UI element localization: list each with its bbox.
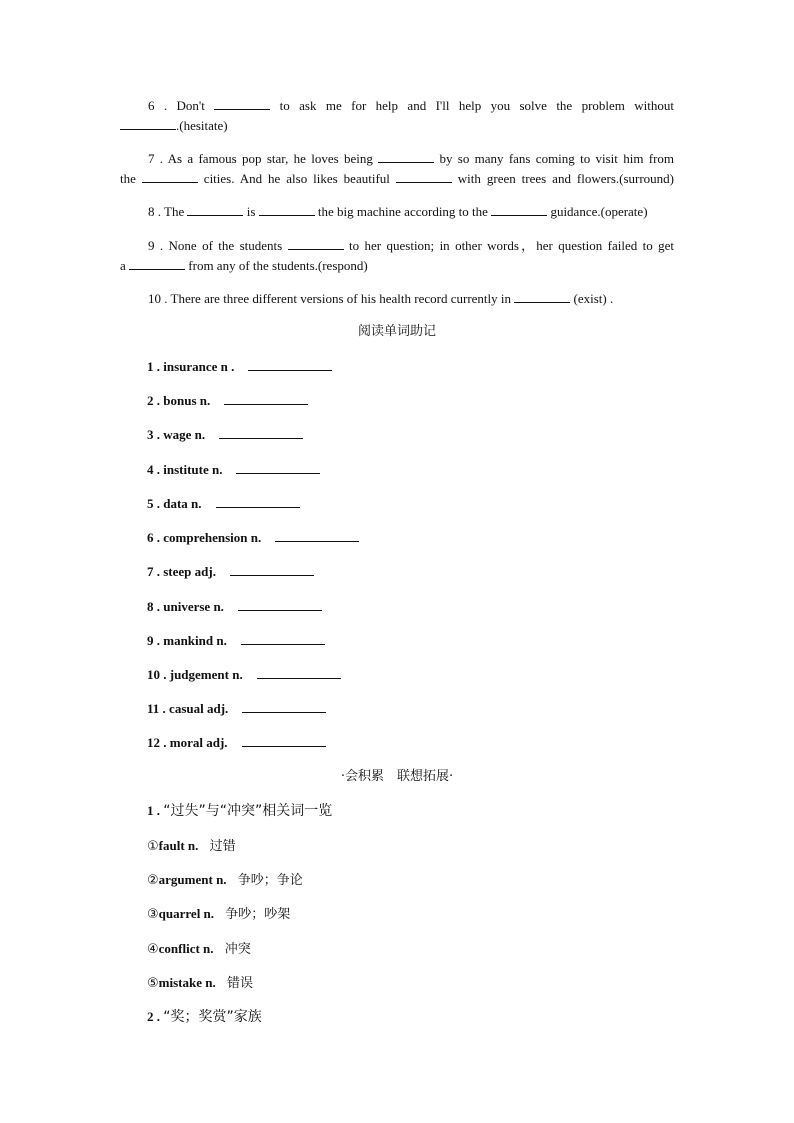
answer-blank[interactable]	[230, 562, 314, 576]
entry-word: fault n.	[158, 838, 199, 853]
q9-text-d: from any of the students.(respond)	[188, 258, 368, 273]
vocab-number: 10 .	[147, 667, 167, 682]
q6-text-c: .(hesitate)	[176, 118, 228, 133]
vocab-word: bonus n.	[163, 393, 211, 408]
group-1-heading	[147, 801, 332, 821]
vocab-item	[147, 357, 332, 377]
vocab-item	[147, 699, 326, 719]
q8-text-a: 8 . The	[148, 204, 185, 219]
vocab-word: mankind n.	[163, 633, 227, 648]
q9-text-b: to her question; in other words，her question failed to get	[349, 238, 675, 253]
answer-blank[interactable]	[491, 202, 547, 216]
vocab-item	[147, 597, 322, 617]
entry-word: quarrel n.	[158, 906, 215, 921]
vocab-word: data n.	[163, 496, 202, 511]
vocab-number: 2 .	[147, 393, 160, 408]
exercise-8-line-1	[120, 202, 674, 222]
q7-text-d: cities. And he also likes beautiful	[203, 171, 390, 186]
vocab-item	[147, 528, 359, 548]
answer-blank[interactable]	[288, 236, 344, 250]
vocab-item	[147, 425, 303, 445]
answer-blank[interactable]	[514, 289, 570, 303]
vocab-number: 12 .	[147, 735, 167, 750]
answer-blank[interactable]	[257, 665, 341, 679]
q10-text-a: 10 . There are three different versions of his health record currently in	[148, 291, 512, 306]
answer-blank[interactable]	[241, 631, 325, 645]
word-entry	[147, 836, 236, 857]
answer-blank[interactable]	[129, 256, 185, 270]
vocab-word: moral adj.	[169, 735, 228, 750]
exercise-7-line-1	[120, 149, 674, 169]
answer-blank[interactable]	[120, 116, 176, 130]
circled-number: ③	[147, 907, 159, 922]
vocab-number: 11 .	[147, 701, 166, 716]
entry-word: argument n.	[158, 872, 227, 887]
entry-meaning: 冲突	[224, 942, 251, 957]
vocab-item	[147, 460, 320, 480]
answer-blank[interactable]	[275, 528, 359, 542]
q7-text-b: by so many fans coming to visit him from	[439, 151, 675, 166]
exercise-6-line-1	[120, 96, 674, 116]
answer-blank[interactable]	[378, 149, 434, 163]
word-entry	[147, 973, 253, 994]
vocab-word: steep adj.	[163, 564, 216, 579]
q7-text-e: with green trees and flowers.(surround)	[457, 171, 675, 186]
entry-meaning: 争吵；吵架	[225, 907, 291, 922]
vocab-number: 1 .	[147, 359, 160, 374]
entry-word: conflict n.	[158, 941, 214, 956]
exercise-7-line-2	[120, 169, 674, 189]
vocab-word: wage n.	[163, 427, 206, 442]
section-title: ·会积累 联想拓展·	[340, 769, 454, 784]
exercise-6-line-2	[120, 116, 674, 136]
vocab-item	[147, 562, 314, 582]
exercise-10-line-1	[120, 289, 674, 309]
group-number: 1 .	[147, 803, 160, 818]
word-entry	[147, 904, 290, 925]
vocab-word: judgement n.	[169, 667, 243, 682]
answer-blank[interactable]	[187, 202, 243, 216]
answer-blank[interactable]	[242, 699, 326, 713]
group-title: “奖；奖赏”家族	[163, 1009, 262, 1025]
answer-blank[interactable]	[248, 357, 332, 371]
circled-number: ⑤	[147, 976, 159, 991]
word-entry	[147, 939, 251, 960]
vocab-number: 6 .	[147, 530, 160, 545]
vocab-item	[147, 733, 326, 753]
vocab-number: 7 .	[147, 564, 160, 579]
vocab-word: institute n.	[163, 462, 223, 477]
vocab-number: 8 .	[147, 599, 160, 614]
answer-blank[interactable]	[219, 425, 303, 439]
vocab-word: universe n.	[163, 599, 224, 614]
q8-text-c: the big machine according to the	[317, 204, 488, 219]
answer-blank[interactable]	[216, 494, 300, 508]
answer-blank[interactable]	[238, 597, 322, 611]
word-entry	[147, 870, 303, 891]
entry-meaning: 过错	[209, 839, 236, 854]
q10-text-b: (exist) .	[573, 291, 614, 306]
vocab-number: 9 .	[147, 633, 160, 648]
vocab-word: insurance n .	[163, 359, 235, 374]
circled-number: ①	[147, 839, 159, 854]
vocab-number: 5 .	[147, 496, 160, 511]
exercise-9-line-1	[120, 236, 674, 256]
q7-text-a: 7 . As a famous pop star, he loves being	[148, 151, 373, 166]
q9-text-c: a	[120, 258, 126, 273]
vocab-item	[147, 391, 308, 411]
q6-text-b: to ask me for help and I'll help you solve the problem without	[279, 98, 675, 113]
reading-section-title: 阅读单词助记	[357, 324, 436, 339]
entry-word: mistake n.	[158, 975, 216, 990]
vocab-number: 4 .	[147, 462, 160, 477]
vocab-item	[147, 631, 325, 651]
vocab-item	[147, 494, 300, 514]
vocab-word: casual adj.	[169, 701, 229, 716]
circled-number: ②	[147, 873, 159, 888]
answer-blank[interactable]	[396, 169, 452, 183]
group-number: 2 .	[147, 1009, 160, 1024]
vocab-word: comprehension n.	[163, 530, 262, 545]
q7-text-c: the	[120, 171, 136, 186]
vocab-number: 3 .	[147, 427, 160, 442]
exercise-9-line-2	[120, 256, 674, 276]
entry-meaning: 错误	[226, 976, 253, 991]
group-2-heading	[147, 1007, 262, 1027]
entry-meaning: 争吵；争论	[237, 873, 303, 888]
answer-blank[interactable]	[214, 96, 270, 110]
q9-text-a: 9 . None of the students	[148, 238, 283, 253]
answer-blank[interactable]	[142, 169, 198, 183]
q8-text-b: is	[246, 204, 256, 219]
answer-blank[interactable]	[259, 202, 315, 216]
group-title: “过失”与“冲突”相关词一览	[163, 803, 333, 819]
q6-text-a: 6 . Don't	[148, 98, 205, 113]
vocab-item	[147, 665, 341, 685]
circled-number: ④	[147, 942, 159, 957]
answer-blank[interactable]	[242, 733, 326, 747]
answer-blank[interactable]	[236, 460, 320, 474]
q8-text-d: guidance.(operate)	[550, 204, 648, 219]
answer-blank[interactable]	[224, 391, 308, 405]
